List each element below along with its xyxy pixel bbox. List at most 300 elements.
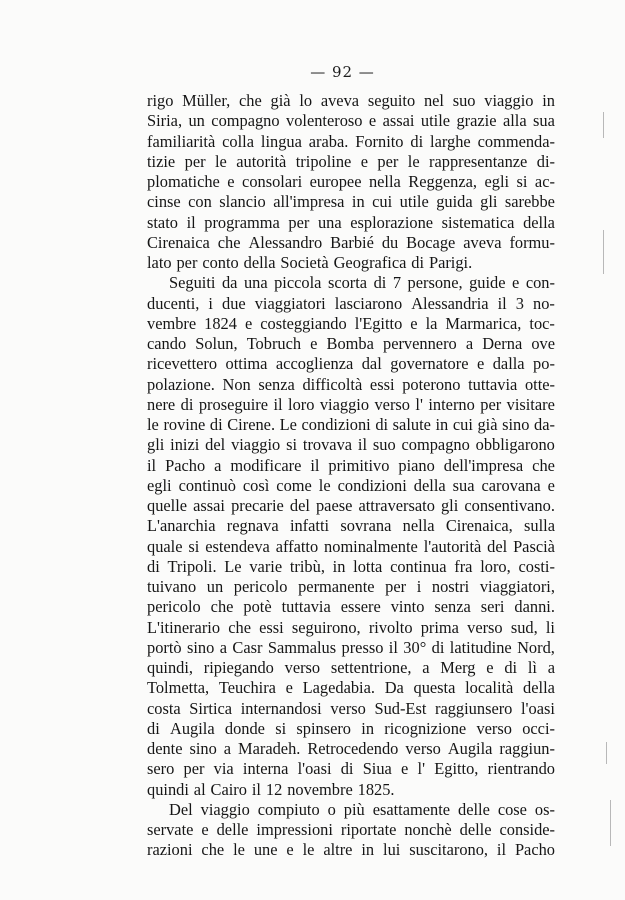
word: del — [289, 496, 310, 515]
word: le — [302, 840, 315, 860]
word: l'Egitto — [354, 313, 403, 333]
word: in — [542, 91, 555, 110]
word: occi- — [522, 718, 555, 738]
word: internandosi — [240, 698, 322, 718]
word: esplorazione — [350, 212, 434, 232]
word: nel — [423, 91, 444, 110]
word: assai — [193, 496, 225, 515]
word: cose — [497, 799, 527, 819]
word: rientrando — [487, 759, 555, 779]
word: governatore — [390, 354, 469, 374]
margin-mark — [603, 112, 604, 138]
margin-mark — [606, 742, 607, 764]
word: verso — [476, 718, 512, 738]
word: e — [410, 313, 418, 333]
word: polazione. — [147, 374, 215, 394]
text-line — [147, 192, 555, 212]
word: latitudine — [449, 637, 512, 657]
word: no- — [533, 293, 555, 313]
word: della — [413, 475, 446, 495]
word: Tripoli. — [167, 556, 217, 576]
word: compagno — [401, 435, 470, 455]
word: lasciarono — [334, 293, 403, 313]
text-line — [147, 476, 555, 496]
word: Solun, — [195, 334, 238, 353]
word: le — [318, 475, 331, 495]
word: suo — [372, 435, 396, 455]
word: Bomba — [326, 334, 374, 353]
word: gli — [480, 192, 498, 212]
text-line — [147, 435, 555, 455]
word: rivolto — [368, 617, 413, 637]
word: lui — [383, 840, 401, 860]
word: verso — [467, 617, 503, 637]
word: e — [547, 475, 555, 495]
word: di — [410, 131, 424, 151]
word: gli — [440, 496, 459, 515]
text-line — [147, 233, 555, 253]
word: interna — [242, 759, 289, 779]
word: prima — [420, 617, 459, 637]
word: nere — [147, 394, 176, 414]
word: altre — [323, 840, 353, 860]
text-line — [147, 273, 555, 293]
word: viaggio — [231, 435, 281, 455]
word: ducenti, — [147, 293, 200, 313]
word: difficoltà — [302, 374, 363, 394]
text-line — [147, 780, 555, 800]
text-line — [147, 314, 555, 334]
word: lotta — [353, 556, 383, 576]
word: senza — [434, 597, 471, 617]
word: autorità — [236, 151, 287, 171]
word: ac- — [534, 172, 555, 191]
word: formu- — [509, 232, 555, 252]
word: larghe — [430, 131, 471, 151]
text-line — [147, 415, 555, 435]
word: Alessandria — [411, 293, 489, 313]
word: Sammalus — [267, 637, 337, 657]
word: e — [401, 759, 409, 779]
word: e — [476, 354, 485, 374]
word: di — [431, 637, 445, 657]
word: e — [286, 840, 294, 860]
text-line — [147, 111, 555, 131]
text-line — [147, 719, 555, 739]
word: i — [208, 293, 213, 313]
word: continua — [390, 556, 447, 576]
word: otte- — [524, 374, 555, 394]
word: razioni — [147, 840, 193, 860]
word: in — [361, 718, 375, 738]
word: la — [425, 313, 438, 333]
word: più — [343, 799, 365, 819]
word: verso — [374, 394, 410, 414]
word: ripiegando — [203, 658, 274, 677]
word: Retrocedendo — [307, 739, 399, 758]
word: nostri — [431, 577, 470, 596]
word: seri — [480, 597, 505, 617]
word: aveva — [320, 91, 360, 110]
word: egli — [147, 475, 172, 495]
word: del — [487, 536, 508, 556]
word: pervennero — [383, 334, 457, 353]
word: di — [147, 718, 160, 738]
word: che — [201, 840, 225, 860]
word: li — [545, 617, 555, 637]
word: 1825. — [357, 779, 395, 799]
word: a — [465, 334, 474, 353]
word: per — [184, 151, 206, 171]
word: seguito — [367, 91, 416, 110]
word: Tobruch — [246, 334, 302, 353]
word: alla — [502, 111, 527, 131]
word: nonchè — [404, 820, 452, 839]
word: attraversato — [358, 496, 435, 515]
word: costa — [147, 698, 181, 718]
text-line — [147, 152, 555, 172]
text-line — [147, 658, 555, 678]
word: verso — [284, 658, 321, 677]
word: l'oasi — [521, 698, 555, 718]
word: modificare — [230, 455, 302, 475]
word: continuò — [178, 475, 236, 495]
word: un — [188, 111, 205, 131]
word: lì — [527, 658, 537, 677]
word: l'autorità — [423, 536, 482, 556]
word: precarie — [231, 496, 284, 515]
word: raggiunsero — [435, 698, 513, 718]
word: il — [147, 455, 157, 475]
word: delle — [216, 820, 249, 839]
word: Barbié — [330, 232, 374, 252]
word: Tolmetta, — [147, 678, 210, 698]
word: sino — [187, 637, 215, 657]
word: il — [496, 840, 507, 860]
word: delle — [459, 820, 492, 839]
word: e — [244, 313, 253, 333]
word: cando — [147, 334, 187, 353]
word: a — [223, 739, 232, 758]
word: una — [317, 212, 342, 232]
word: Geografica — [333, 253, 407, 272]
word: Bocage — [406, 232, 456, 252]
word: e — [310, 334, 318, 353]
text-line — [147, 537, 555, 557]
word: interno — [428, 394, 475, 414]
text-line — [147, 132, 555, 152]
word: nella — [402, 516, 435, 536]
word: per — [288, 212, 310, 232]
word: essi — [259, 617, 284, 637]
word: cui — [372, 192, 393, 212]
word: Sirtica — [189, 698, 233, 718]
word: costi- — [518, 556, 555, 576]
word: servate — [147, 820, 194, 839]
word: di — [147, 556, 160, 576]
word: in — [332, 556, 346, 576]
word: piccola — [274, 273, 322, 293]
word: il — [186, 212, 196, 232]
word: si — [188, 536, 200, 556]
word: le — [407, 151, 420, 171]
word: da- — [534, 415, 555, 434]
word: Del — [169, 799, 193, 819]
word: per — [183, 759, 205, 779]
word: Nord, — [517, 637, 555, 657]
word: ottima — [225, 354, 268, 374]
margin-mark — [610, 800, 611, 846]
word: Derna — [482, 334, 523, 353]
word: che — [239, 91, 262, 110]
word: tuivano — [147, 577, 197, 596]
word: in — [435, 415, 449, 434]
text-line — [147, 91, 555, 111]
word: e — [201, 820, 209, 839]
word: Lagedabia. — [302, 678, 375, 698]
text-line — [147, 699, 555, 719]
word: araba. — [308, 131, 349, 151]
text-line — [147, 334, 555, 354]
word: colla — [222, 131, 255, 151]
word: già — [270, 91, 291, 110]
word: volenteroso — [286, 111, 363, 131]
word: varie — [249, 556, 283, 576]
word: scorta — [327, 273, 368, 293]
word: visitare — [506, 394, 555, 414]
word: tuttavia — [468, 374, 518, 394]
word: regnava — [226, 516, 279, 536]
text-line — [147, 354, 555, 374]
word: così — [242, 475, 270, 495]
word: Egitto, — [434, 759, 479, 779]
word: al — [193, 779, 206, 799]
word: il — [357, 435, 368, 455]
word: Maradeh. — [238, 739, 301, 758]
word: sistematica — [441, 212, 515, 232]
word: paese — [315, 496, 353, 515]
word: delle — [458, 799, 490, 819]
word: che — [228, 617, 251, 637]
word: e — [368, 111, 377, 131]
word: poterono — [402, 374, 461, 394]
word: di — [411, 253, 425, 272]
word: Casr — [232, 637, 263, 657]
word: Siria, — [147, 111, 183, 131]
word: condizioni — [301, 415, 371, 434]
word: come — [276, 475, 312, 495]
word: dalla — [492, 354, 525, 374]
word: della — [243, 253, 276, 272]
word: raggiun- — [499, 739, 555, 758]
word: per — [377, 151, 399, 171]
word: due — [222, 293, 246, 313]
word: o — [327, 799, 336, 819]
word: rigo — [147, 91, 174, 110]
word: sud, — [510, 617, 538, 637]
word: il — [251, 779, 261, 799]
word: il — [310, 455, 320, 475]
word: condizioni — [337, 475, 407, 495]
word: le — [215, 151, 227, 171]
word: lato — [147, 253, 172, 272]
text-line — [147, 638, 555, 658]
text-line — [147, 820, 555, 840]
word: all'impresa — [273, 192, 345, 212]
word: Le — [224, 556, 242, 576]
word: egli — [484, 172, 510, 191]
word: verso — [405, 739, 441, 758]
text-line — [147, 516, 555, 536]
word: quelle — [147, 496, 188, 515]
word: accoglienza — [275, 354, 354, 374]
word: pericolo — [233, 577, 288, 596]
word: viaggiatori — [254, 293, 326, 313]
word: Pacho — [165, 455, 206, 475]
word: 1824 — [204, 313, 237, 333]
word: Alessandro — [248, 232, 323, 252]
word: cui — [452, 415, 473, 434]
page-number: — 92 — — [310, 63, 375, 81]
word: dell'impresa — [443, 455, 524, 475]
word: familiarità — [147, 131, 216, 151]
word: a — [219, 637, 227, 657]
word: 12 — [265, 779, 283, 799]
word: Società — [280, 253, 329, 272]
word: suo — [452, 91, 476, 110]
word: nominalmente — [324, 536, 418, 556]
word: di — [375, 415, 389, 434]
word: viaggiatori, — [479, 577, 555, 596]
word: Reggenza, — [408, 172, 477, 191]
word: 7 — [392, 273, 402, 293]
word: Cirene. — [227, 415, 276, 434]
word: l' — [417, 759, 426, 779]
word: di- — [536, 151, 555, 171]
word: 30° — [403, 637, 427, 657]
word: portò — [147, 637, 182, 657]
word: conto — [202, 253, 239, 272]
word: le — [147, 415, 159, 434]
word: guide — [469, 273, 506, 293]
word: Da — [384, 678, 404, 698]
word: Merg — [440, 658, 476, 677]
word: a — [214, 455, 222, 475]
word: po- — [533, 354, 555, 374]
word: lingua — [260, 131, 302, 151]
word: verso — [330, 698, 366, 718]
word: Parigi. — [428, 253, 473, 272]
word: rovine — [163, 415, 206, 434]
word: carovana — [481, 475, 541, 495]
word: e — [227, 172, 235, 191]
word: della — [523, 678, 555, 698]
word: si — [516, 172, 528, 191]
word: conside- — [499, 820, 555, 839]
word: esattamente — [372, 799, 451, 819]
word: quindi, — [147, 658, 193, 677]
word: L'itinerario — [147, 617, 221, 637]
word: Augila — [447, 739, 493, 758]
word: dal — [361, 354, 382, 374]
text-line — [147, 294, 555, 314]
word: di — [209, 415, 223, 434]
word: quindi — [147, 779, 189, 799]
word: per — [176, 253, 198, 272]
word: che — [217, 232, 241, 252]
word: nella — [368, 172, 401, 191]
word: Teuchira — [218, 678, 276, 698]
word: a — [422, 658, 430, 677]
word: tripoline — [295, 151, 352, 171]
word: Pacho — [514, 840, 555, 860]
word: une — [253, 840, 278, 860]
text-line — [147, 395, 555, 415]
text-line — [147, 496, 555, 516]
word: permanente — [298, 577, 375, 596]
word: guida — [436, 192, 473, 212]
text-line — [147, 557, 555, 577]
word: che — [532, 455, 555, 475]
text-line — [147, 456, 555, 476]
word: viaggio — [484, 91, 534, 110]
word: Seguiti — [169, 273, 216, 293]
word: piano — [398, 455, 435, 475]
word: con — [188, 192, 212, 212]
word: via — [213, 759, 234, 779]
word: sua — [452, 475, 475, 495]
word: costeggiando — [260, 313, 347, 333]
word: stato — [147, 212, 178, 232]
word: in — [361, 840, 375, 860]
word: consentivano. — [464, 496, 555, 515]
text-line — [147, 577, 555, 597]
word: di — [504, 658, 518, 677]
word: essere — [340, 597, 381, 617]
word: i — [416, 577, 422, 596]
text-line — [147, 375, 555, 395]
word: trovava — [302, 435, 353, 455]
word: e — [285, 678, 293, 698]
word: sovrana — [340, 516, 392, 536]
word: con- — [525, 273, 555, 293]
word: di — [373, 273, 387, 293]
word: commenda- — [477, 131, 555, 151]
word: del — [205, 435, 226, 455]
word: Cairo — [210, 779, 247, 799]
word: tuttavia — [281, 597, 331, 617]
word: rappresentanze — [429, 151, 528, 171]
word: impressioni — [256, 820, 333, 839]
word: inizi — [170, 435, 200, 455]
word: ricevettero — [147, 354, 218, 374]
word: sero — [147, 759, 175, 779]
text-line — [147, 618, 555, 638]
word: di — [180, 394, 194, 414]
word: e — [360, 151, 368, 171]
word: e — [486, 658, 494, 677]
word: spinsero — [296, 718, 352, 738]
word: per — [480, 394, 502, 414]
word: Müller, — [182, 91, 231, 110]
word: plomatiche — [147, 172, 220, 191]
word: tizie — [147, 151, 176, 171]
word: ricognizione — [384, 718, 467, 738]
word: e — [512, 273, 520, 293]
word: salute — [392, 415, 431, 434]
text-line — [147, 739, 555, 759]
word: potè — [243, 597, 272, 617]
